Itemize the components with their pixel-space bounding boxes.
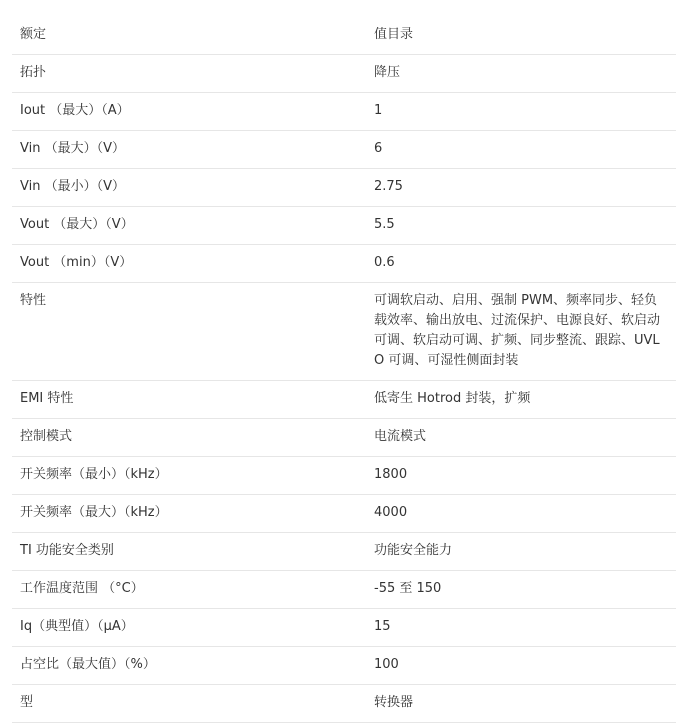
value-cell: 1 bbox=[366, 93, 676, 131]
table-row bbox=[12, 533, 676, 571]
param-cell: Iout （最大）（A） bbox=[12, 93, 366, 131]
param-cell: 拓扑 bbox=[12, 55, 366, 93]
header-value: 值目录 bbox=[366, 17, 676, 55]
value-cell: 功能安全能力 bbox=[366, 533, 676, 571]
table-row bbox=[12, 55, 676, 93]
table-row bbox=[12, 169, 676, 207]
value-cell: 转换器 bbox=[366, 685, 676, 723]
table-row bbox=[12, 245, 676, 283]
table-row bbox=[12, 647, 676, 685]
table-row bbox=[12, 93, 676, 131]
param-cell: Vout （最大）（V） bbox=[12, 207, 366, 245]
table-row bbox=[12, 609, 676, 647]
param-cell: Vin （最大）（V） bbox=[12, 131, 366, 169]
param-cell: 开关频率（最小）（kHz） bbox=[12, 457, 366, 495]
table-row bbox=[12, 131, 676, 169]
param-cell: 特性 bbox=[12, 283, 366, 381]
value-cell: 6 bbox=[366, 131, 676, 169]
value-cell: 100 bbox=[366, 647, 676, 685]
value-cell: 电流模式 bbox=[366, 419, 676, 457]
value-cell: 4000 bbox=[366, 495, 676, 533]
param-cell: 工作温度范围 （°C） bbox=[12, 571, 366, 609]
param-cell: 控制模式 bbox=[12, 419, 366, 457]
table-row bbox=[12, 381, 676, 419]
value-cell: 降压 bbox=[366, 55, 676, 93]
param-cell: EMI 特性 bbox=[12, 381, 366, 419]
param-cell: 占空比（最大值）（%） bbox=[12, 647, 366, 685]
value-cell: 可调软启动、启用、强制 PWM、频率同步、轻负载效率、输出放电、过流保护、电源良好、软启动可调、软启动可调、扩频、同步整流、跟踪、UVLO 可调、可湿性侧面封装 bbox=[366, 283, 676, 381]
value-cell: 1800 bbox=[366, 457, 676, 495]
param-cell: TI 功能安全类别 bbox=[12, 533, 366, 571]
value-cell: 5.5 bbox=[366, 207, 676, 245]
value-cell: 15 bbox=[366, 609, 676, 647]
param-cell: 开关频率（最大）（kHz） bbox=[12, 495, 366, 533]
param-cell: 型 bbox=[12, 685, 366, 723]
param-cell: Iq（典型值）（µA） bbox=[12, 609, 366, 647]
spec-table bbox=[12, 17, 676, 723]
param-cell: Vin （最小）（V） bbox=[12, 169, 366, 207]
value-cell: 0.6 bbox=[366, 245, 676, 283]
value-cell: 2.75 bbox=[366, 169, 676, 207]
table-row bbox=[12, 283, 676, 381]
value-cell: 低寄生 Hotrod 封装，扩频 bbox=[366, 381, 676, 419]
header-param: 额定 bbox=[12, 17, 366, 55]
value-cell: -55 至 150 bbox=[366, 571, 676, 609]
table-row bbox=[12, 495, 676, 533]
table-row bbox=[12, 207, 676, 245]
table-row bbox=[12, 685, 676, 723]
table-header-row bbox=[12, 17, 676, 55]
param-cell: Vout （min）（V） bbox=[12, 245, 366, 283]
table-row bbox=[12, 571, 676, 609]
table-row bbox=[12, 419, 676, 457]
table-row bbox=[12, 457, 676, 495]
